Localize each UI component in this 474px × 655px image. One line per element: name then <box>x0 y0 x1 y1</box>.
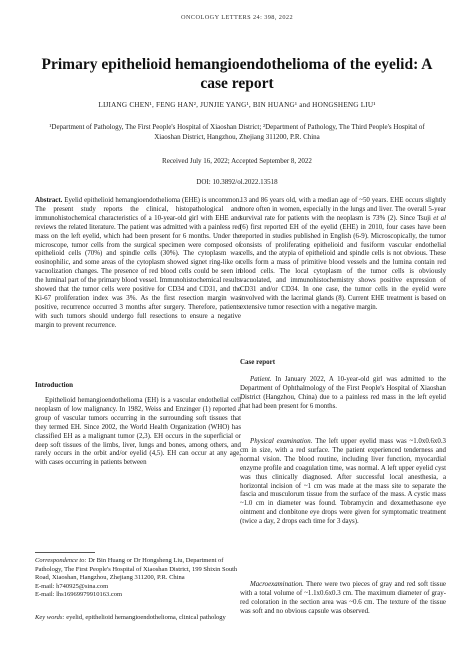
introduction-heading: Introduction <box>35 381 73 389</box>
intro-continued <box>240 197 446 313</box>
macro-label: Macroexamination. <box>250 581 304 588</box>
left-column <box>35 197 241 331</box>
et-al: et al <box>433 214 446 222</box>
article-title: Primary epithelioid hemangioendothelioma of the eyelid: A case report <box>41 56 433 92</box>
keywords-text: eyelid, epithelioid hemangioendothelioma, clinical pathology <box>64 614 226 621</box>
exam-label: Physical examination. <box>250 438 313 445</box>
correspondence-block <box>35 557 241 600</box>
keywords-label: Key words: <box>35 614 65 621</box>
exam-text: The left upper eyelid mass was ~1.0x0.6x0.3 cm in size, with a red surface. The patient experienced tenderness and normal vision. The blood routine, including liver function, myocardial enzyme profile and coagulation time, was normal. A left upper eyelid cyst was thus clinically diagnosed. After successful local anesthesia, a horizontal incision of ~1 cm was made at the mass site to separate the fascia and musculorum tissue from the surface of the mass. A cystic mass ~1.0 cm in diameter was found. Tobramycin and dexamethasone eye ointment and clonbitone eye drops were given for symptomatic treatment (twice a day, 2 drops each time for 3 days). <box>240 438 446 526</box>
footnote-divider <box>35 552 95 553</box>
macro-text: There were two pieces of gray and red soft tissue with a total volume of ~1.1x0.6x0.3 cm. The maximum diameter of gray-red coloration in the section area was ~0.6 cm. The texture of the tissue was soft and no obvious capsule was observed. <box>240 581 446 615</box>
patient-label: Patient. <box>250 376 272 383</box>
patient-paragraph <box>240 376 446 412</box>
abstract-text: Eyelid epithelioid hemangioendothelioma (EHE) is uncommon. The present study reports the clinical, histopathological and immunohistochemical characteristics of a 10-year-old girl with EHE and reviews the related literature. The patient was admitted with a painless red mass on the left eyelid, which had been present for 6 months. Under the microscope, tumor cells from the surgical specimen were composed of epithelioid cells (70%) and spindle cells (30%). The cytoplasm was eosinophilic, and some areas of the cytoplasm showed signet ring-like or vacuolization changes. The presence of red blood cells could be seen in the luminal part of the primary blood vessel. Immunohistochemical results showed that the tumor cells were positive for CD34 and CD31, and the Ki-67 proliferation index was 3%. As the first resection margin was positive, recurrence occurred 3 months after surgery. Therefore, patients with such tumors should undergo full resections to ensure a negative margin to prevent recurrence. <box>35 197 241 329</box>
abstract-label: Abstract. <box>35 197 63 204</box>
affiliations: ¹Department of Pathology, The First People's Hospital of Xiaoshan District; ²Department of Pathology, The Third People's Hospital of Xiaoshan District, Hangzhou, Zhejiang 311200, P.R. China <box>49 123 425 142</box>
running-head: ONCOLOGY LETTERS 24: 398, 2022 <box>181 14 293 21</box>
email-2[interactable]: E-mail: lhs16969979910163.com <box>35 591 123 599</box>
patient-text: In January 2022, A 10-year-old girl was admitted to the Department of Ophthalmology of the First People's Hospital of Xiaoshan District (Hangzhou, China) due to a painless red mass in the left eyelid that had been present for 6 months. <box>240 376 446 410</box>
abstract <box>35 197 241 331</box>
introduction-body <box>35 397 241 468</box>
correspondence-text: Dr Bin Huang or Dr Hongsheng Liu, Department of Pathology, The First People's Hospital of Xiaoshan District, 199 Shixin South Road, Xiaoshan, Hangzhou, Zhejiang 311200, P.R. China <box>35 557 238 582</box>
introduction-text: Epithelioid hemangioendothelioma (EH) is a vascular endothelial cell neoplasm of low malignancy. In 1982, Weiss and Enzinger (1) reported a group of vascular tumors occurring in the surrounding soft tissues that they termed EH. Since 2002, the World Health Organization (WHO) has classified EH as a malignant tumor (2,3). EH occurs in the superficial or deep soft tissues of the limbs, liver, lungs and bones, among others, and rarely occurs in the orbit and/or eyelid (4,5). EH can occur at any age, with cases occurring in patients between <box>35 397 241 467</box>
right-column-intro <box>240 197 446 313</box>
email-1[interactable]: E-mail: h740925@sina.com <box>35 582 109 590</box>
received-accepted-dates: Received July 16, 2022; Accepted September 8, 2022 <box>162 157 312 165</box>
correspondence-label: Correspondence to: <box>35 557 87 564</box>
keywords-block <box>35 614 241 623</box>
doi-link[interactable]: DOI: 10.3892/ol.2022.13518 <box>196 178 278 186</box>
author-list: LIJIANG CHEN¹, FENG HAN², JUNJIE YANG¹, BIN HUANG¹ and HONGSHENG LIU¹ <box>98 101 376 109</box>
intro-continued-part2: (6) first reported EH of the eyelid (EHE) in 2010, four cases have been reported in studies published in English (6-9). Microscopically, the tumor consists of proliferating epithelioid and fusiform vascular endothelial cells, and the atypia of epithelioid and spindle cells is not obvious. These cells form a mass of primitive blood vessels and the lumina contain red blood cells. The local cytoplasm of the tumor cells is obviously vacuolated, and immunohistochemistry shows positive expression of CD31 and/or CD34. In one case, the tumor cells in the eyelid were involved with the lacrimal glands (8). Current EHE treatment is based on extensive tumor resection with a negative margin. <box>240 223 446 311</box>
macro-paragraph <box>240 581 446 617</box>
intro-continued-part1: 13 and 86 years old, with a median age of ~50 years. EHE occurs slightly more often in women, especially in the lungs and liver. The overall 5-year survival rate for patients with the neoplasm is 73% (2). Since Tsuji <box>240 197 446 222</box>
exam-paragraph <box>240 438 446 527</box>
case-report-heading: Case report <box>240 358 276 366</box>
